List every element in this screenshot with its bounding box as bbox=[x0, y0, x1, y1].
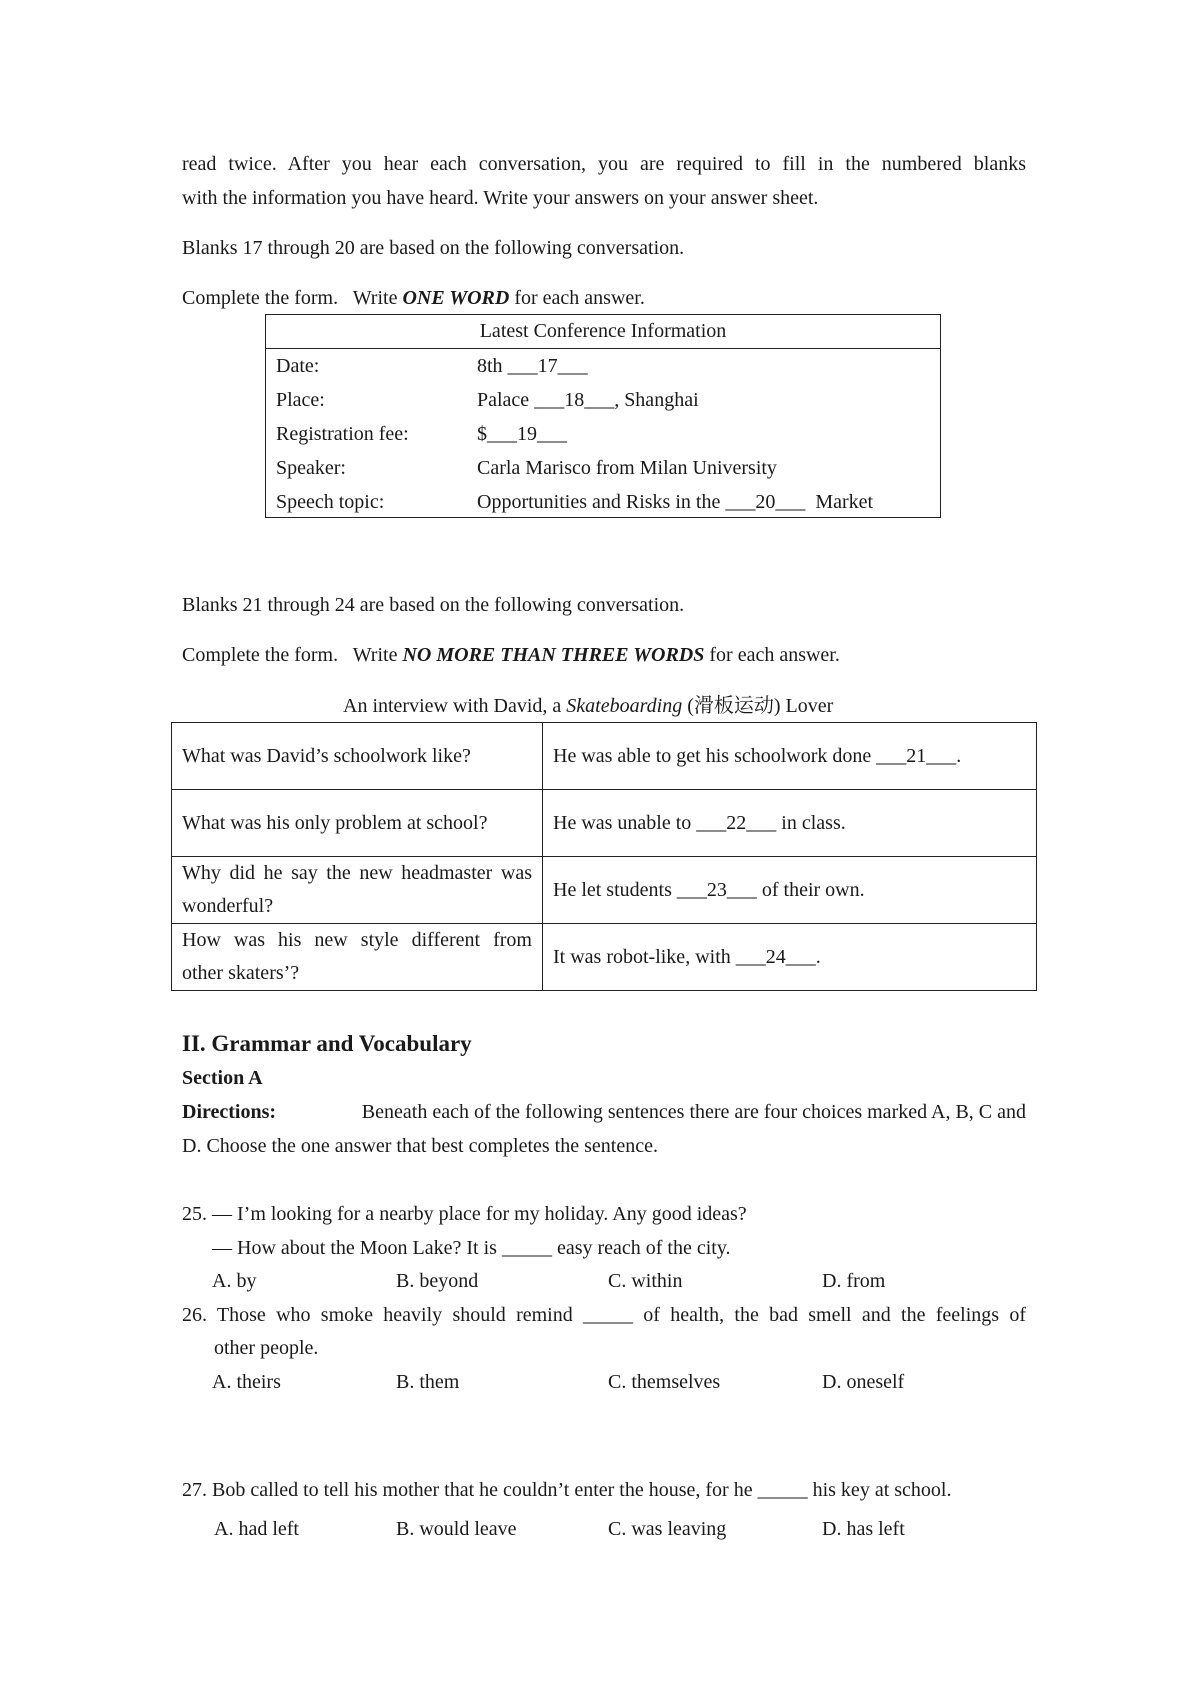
answer-cell bbox=[543, 723, 1037, 790]
question-26-line-2: other people. bbox=[214, 1337, 319, 1359]
value-text: Palace bbox=[477, 389, 535, 411]
instruction-emphasis: ONE WORD bbox=[402, 287, 510, 309]
table-row bbox=[172, 723, 1037, 790]
caption-text: An interview with David, a bbox=[343, 695, 567, 717]
part2-heading: Blanks 21 through 24 are based on the following conversation. bbox=[182, 594, 685, 616]
question-cell bbox=[172, 857, 543, 924]
form-value bbox=[477, 383, 699, 417]
form-label: Date: bbox=[276, 355, 320, 377]
blank-17: ___17___ bbox=[507, 355, 588, 377]
question-25-line-2: — How about the Moon Lake? It is _____ easy reach of the city. bbox=[212, 1237, 731, 1259]
interview-table bbox=[171, 722, 1037, 991]
value-text: Market bbox=[805, 491, 874, 513]
question-cell bbox=[172, 790, 543, 857]
part1-instruction bbox=[182, 286, 645, 310]
directions-line-2: D. Choose the one answer that best completes the sentence. bbox=[182, 1135, 658, 1157]
question-text: What was David’s schoolwork like? bbox=[182, 744, 471, 767]
part2-instruction bbox=[182, 643, 840, 667]
value-text: 8th bbox=[477, 355, 508, 377]
instruction-emphasis: NO MORE THAN THREE WORDS bbox=[402, 644, 705, 666]
table-row bbox=[172, 924, 1037, 991]
question-cell bbox=[172, 924, 543, 991]
form-value bbox=[477, 349, 588, 383]
answer-text: It was robot-like, with bbox=[553, 945, 736, 968]
answer-text: He was able to get his schoolwork done bbox=[553, 744, 877, 767]
option-a[interactable]: A. theirs bbox=[212, 1371, 281, 1393]
conference-form-title: Latest Conference Information bbox=[266, 315, 940, 349]
option-a[interactable]: A. had left bbox=[214, 1518, 299, 1540]
answer-text: in class. bbox=[776, 811, 846, 834]
option-d[interactable]: D. oneself bbox=[822, 1371, 905, 1393]
answer-cell bbox=[543, 924, 1037, 991]
section-title: II. Grammar and Vocabulary bbox=[182, 1031, 472, 1056]
option-d[interactable]: D. has left bbox=[822, 1518, 905, 1540]
form-value bbox=[477, 485, 873, 519]
table-row bbox=[172, 790, 1037, 857]
question-27-line-1: 27. Bob called to tell his mother that he couldn’t enter the house, for he _____ his key at school. bbox=[182, 1479, 952, 1501]
part1-heading: Blanks 17 through 20 are based on the following conversation. bbox=[182, 237, 685, 259]
question-26-line-1: 26. Those who smoke heavily should remind _____ of health, the bad smell and the feelings of bbox=[182, 1304, 1026, 1326]
table-row bbox=[172, 857, 1037, 924]
caption-emphasis: Skateboarding bbox=[566, 695, 683, 717]
form-value bbox=[477, 417, 567, 451]
blank-24: ___24___ bbox=[735, 945, 816, 968]
answer-cell bbox=[543, 857, 1037, 924]
value-text: Opportunities and Risks in the bbox=[477, 491, 726, 513]
form-row-speaker bbox=[266, 451, 940, 485]
option-d[interactable]: D. from bbox=[822, 1270, 886, 1292]
answer-text: He let students bbox=[553, 878, 677, 901]
instruction-text: Complete the form. Write bbox=[182, 644, 403, 666]
option-c[interactable]: C. was leaving bbox=[608, 1518, 727, 1540]
value-text: Carla Marisco from Milan University bbox=[477, 457, 777, 479]
interview-caption bbox=[343, 694, 833, 718]
option-c[interactable]: C. within bbox=[608, 1270, 683, 1292]
question-text: How was his new style different from bbox=[182, 929, 532, 951]
conference-form bbox=[265, 314, 941, 518]
directions-text: Beneath each of the following sentences there are four choices marked A, B, C and bbox=[361, 1101, 1026, 1123]
answer-text: . bbox=[815, 945, 821, 968]
intro-line-1: read twice. After you hear each conversation, you are required to fill in the numbered blanks bbox=[182, 153, 1026, 175]
option-a[interactable]: A. by bbox=[212, 1270, 257, 1292]
caption-text: (滑板运动) Lover bbox=[682, 695, 834, 717]
subsection-title: Section A bbox=[182, 1067, 263, 1089]
directions-label: Directions: bbox=[182, 1101, 277, 1123]
answer-text: He was unable to bbox=[553, 811, 697, 834]
intro-line-2: with the information you have heard. Write your answers on your answer sheet. bbox=[182, 187, 819, 209]
blank-18: ___18___ bbox=[534, 389, 615, 411]
blank-23: ___23___ bbox=[676, 878, 757, 901]
value-text: $ bbox=[477, 423, 487, 445]
form-row-fee bbox=[266, 417, 940, 451]
option-c[interactable]: C. themselves bbox=[608, 1371, 721, 1393]
blank-20: ___20___ bbox=[725, 491, 806, 513]
instruction-text: for each answer. bbox=[509, 287, 645, 309]
form-label: Place: bbox=[276, 389, 325, 411]
option-b[interactable]: B. beyond bbox=[396, 1270, 479, 1292]
option-b[interactable]: B. them bbox=[396, 1371, 460, 1393]
question-text: wonderful? bbox=[182, 895, 274, 917]
form-label: Speech topic: bbox=[276, 491, 385, 513]
instruction-text: Complete the form. Write bbox=[182, 287, 403, 309]
question-25-line-1: 25. — I’m looking for a nearby place for my holiday. Any good ideas? bbox=[182, 1203, 747, 1225]
form-row-date bbox=[266, 349, 940, 383]
value-text: , Shanghai bbox=[614, 389, 699, 411]
question-text: What was his only problem at school? bbox=[182, 811, 488, 834]
option-b[interactable]: B. would leave bbox=[396, 1518, 517, 1540]
blank-19: ___19___ bbox=[487, 423, 567, 445]
answer-cell bbox=[543, 790, 1037, 857]
form-label: Speaker: bbox=[276, 457, 346, 479]
answer-text: . bbox=[956, 744, 962, 767]
instruction-text: for each answer. bbox=[704, 644, 840, 666]
question-cell bbox=[172, 723, 543, 790]
form-value bbox=[477, 451, 777, 485]
blank-22: ___22___ bbox=[696, 811, 777, 834]
blank-21: ___21___ bbox=[876, 744, 957, 767]
directions-line-1 bbox=[182, 1100, 1026, 1124]
form-label: Registration fee: bbox=[276, 423, 409, 445]
question-text: other skaters’? bbox=[182, 962, 300, 984]
answer-text: of their own. bbox=[756, 878, 865, 901]
form-row-topic bbox=[266, 485, 940, 519]
form-row-place bbox=[266, 383, 940, 417]
question-text: Why did he say the new headmaster was bbox=[182, 862, 532, 884]
